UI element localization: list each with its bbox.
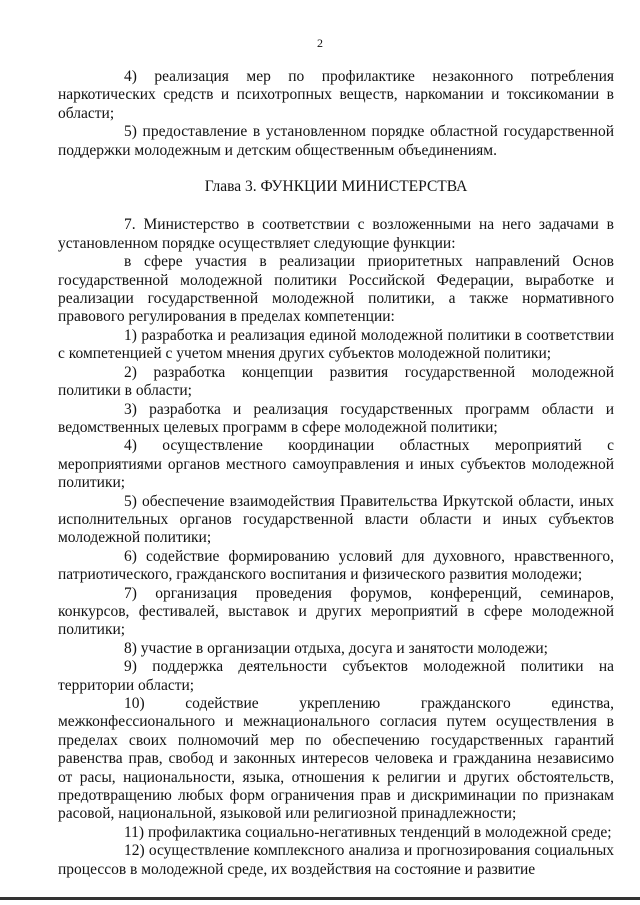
function-item-10: 10) содействие укреплению гражданского единства, межконфессионального и межнационального согласия путем осуществления в пределах своих полномочий мер по обеспечению государственных гарантий равенства прав, свобод и законных интересов человека и гражданина независимо от расы, национальности, языка, отношения к религии и других обстоятельств, предотвращению любых форм ограничения прав и дискриминации по признакам расовой, национальной, языковой или религиозной принадлежности; — [58, 695, 614, 823]
chapter-title: Глава 3. ФУНКЦИИ МИНИСТЕРСТВА — [204, 178, 468, 196]
function-item-9: 9) поддержка деятельности субъектов молодежной политики на территории области; — [58, 658, 614, 694]
function-item-11: 11) профилактика социально-негативных тенденций в молодежной среде; — [124, 823, 612, 841]
document-body — [58, 68, 614, 879]
paragraph-support-item-5: 5) предоставление в установленном порядке областной государственной поддержки молодежным и детским общественным объединениям. — [58, 123, 614, 159]
function-item-7: 7) организация проведения форумов, конференций, семинаров, конкурсов, фестивалей, выставок и других мероприятий в сфере молодежной политики; — [58, 584, 614, 639]
page-number: 2 — [317, 36, 323, 50]
scan-bottom-edge — [0, 897, 640, 900]
function-item-6: 6) содействие формированию условий для духовного, нравственного, патриотического, гражданского воспитания и физического развития молодежи; — [58, 547, 614, 584]
function-item-12: 12) осуществление комплексного анализа и прогнозирования социальных процессов в молодежной среде, их воздействия на состояние и развитие — [58, 842, 614, 878]
paragraph-section-7: 7. Министерство в соответствии с возложенными на него задачами в установленном порядке осуществляет следующие функции: — [58, 216, 614, 252]
function-item-2: 2) разработка концепции развития государственной молодежной политики в области; — [58, 363, 614, 400]
function-item-3: 3) разработка и реализация государственных программ области и ведомственных целевых программ в сфере молодежной политики; — [58, 400, 614, 436]
function-item-5: 5) обеспечение взаимодействия Правительства Иркутской области, иных исполнительных органов государственной власти области и иных субъектов молодежной политики; — [58, 492, 614, 547]
paragraph-sphere-intro: в сфере участия в реализации приоритетных направлений Основ государственной молодежной политики Российской Федерации, выработке и реализации государственной молодежной политики, а также нормативного правового регулирования в пределах компетенции: — [58, 253, 614, 326]
function-item-4: 4) осуществление координации областных мероприятий с мероприятиями органов местного самоуправления и иных субъектов молодежной политики; — [58, 437, 614, 492]
paragraph-prevention-item-4: 4) реализация мер по профилактике незаконного потребления наркотических средств и психотропных веществ, наркомании и токсикомании в области; — [58, 68, 614, 122]
function-item-8: 8) участие в организации отдыха, досуга и занятости молодежи; — [124, 639, 548, 657]
function-item-1: 1) разработка и реализация единой молодежной политики в соответствии с компетенцией с учетом мнения других субъектов молодежной политики; — [58, 326, 614, 363]
